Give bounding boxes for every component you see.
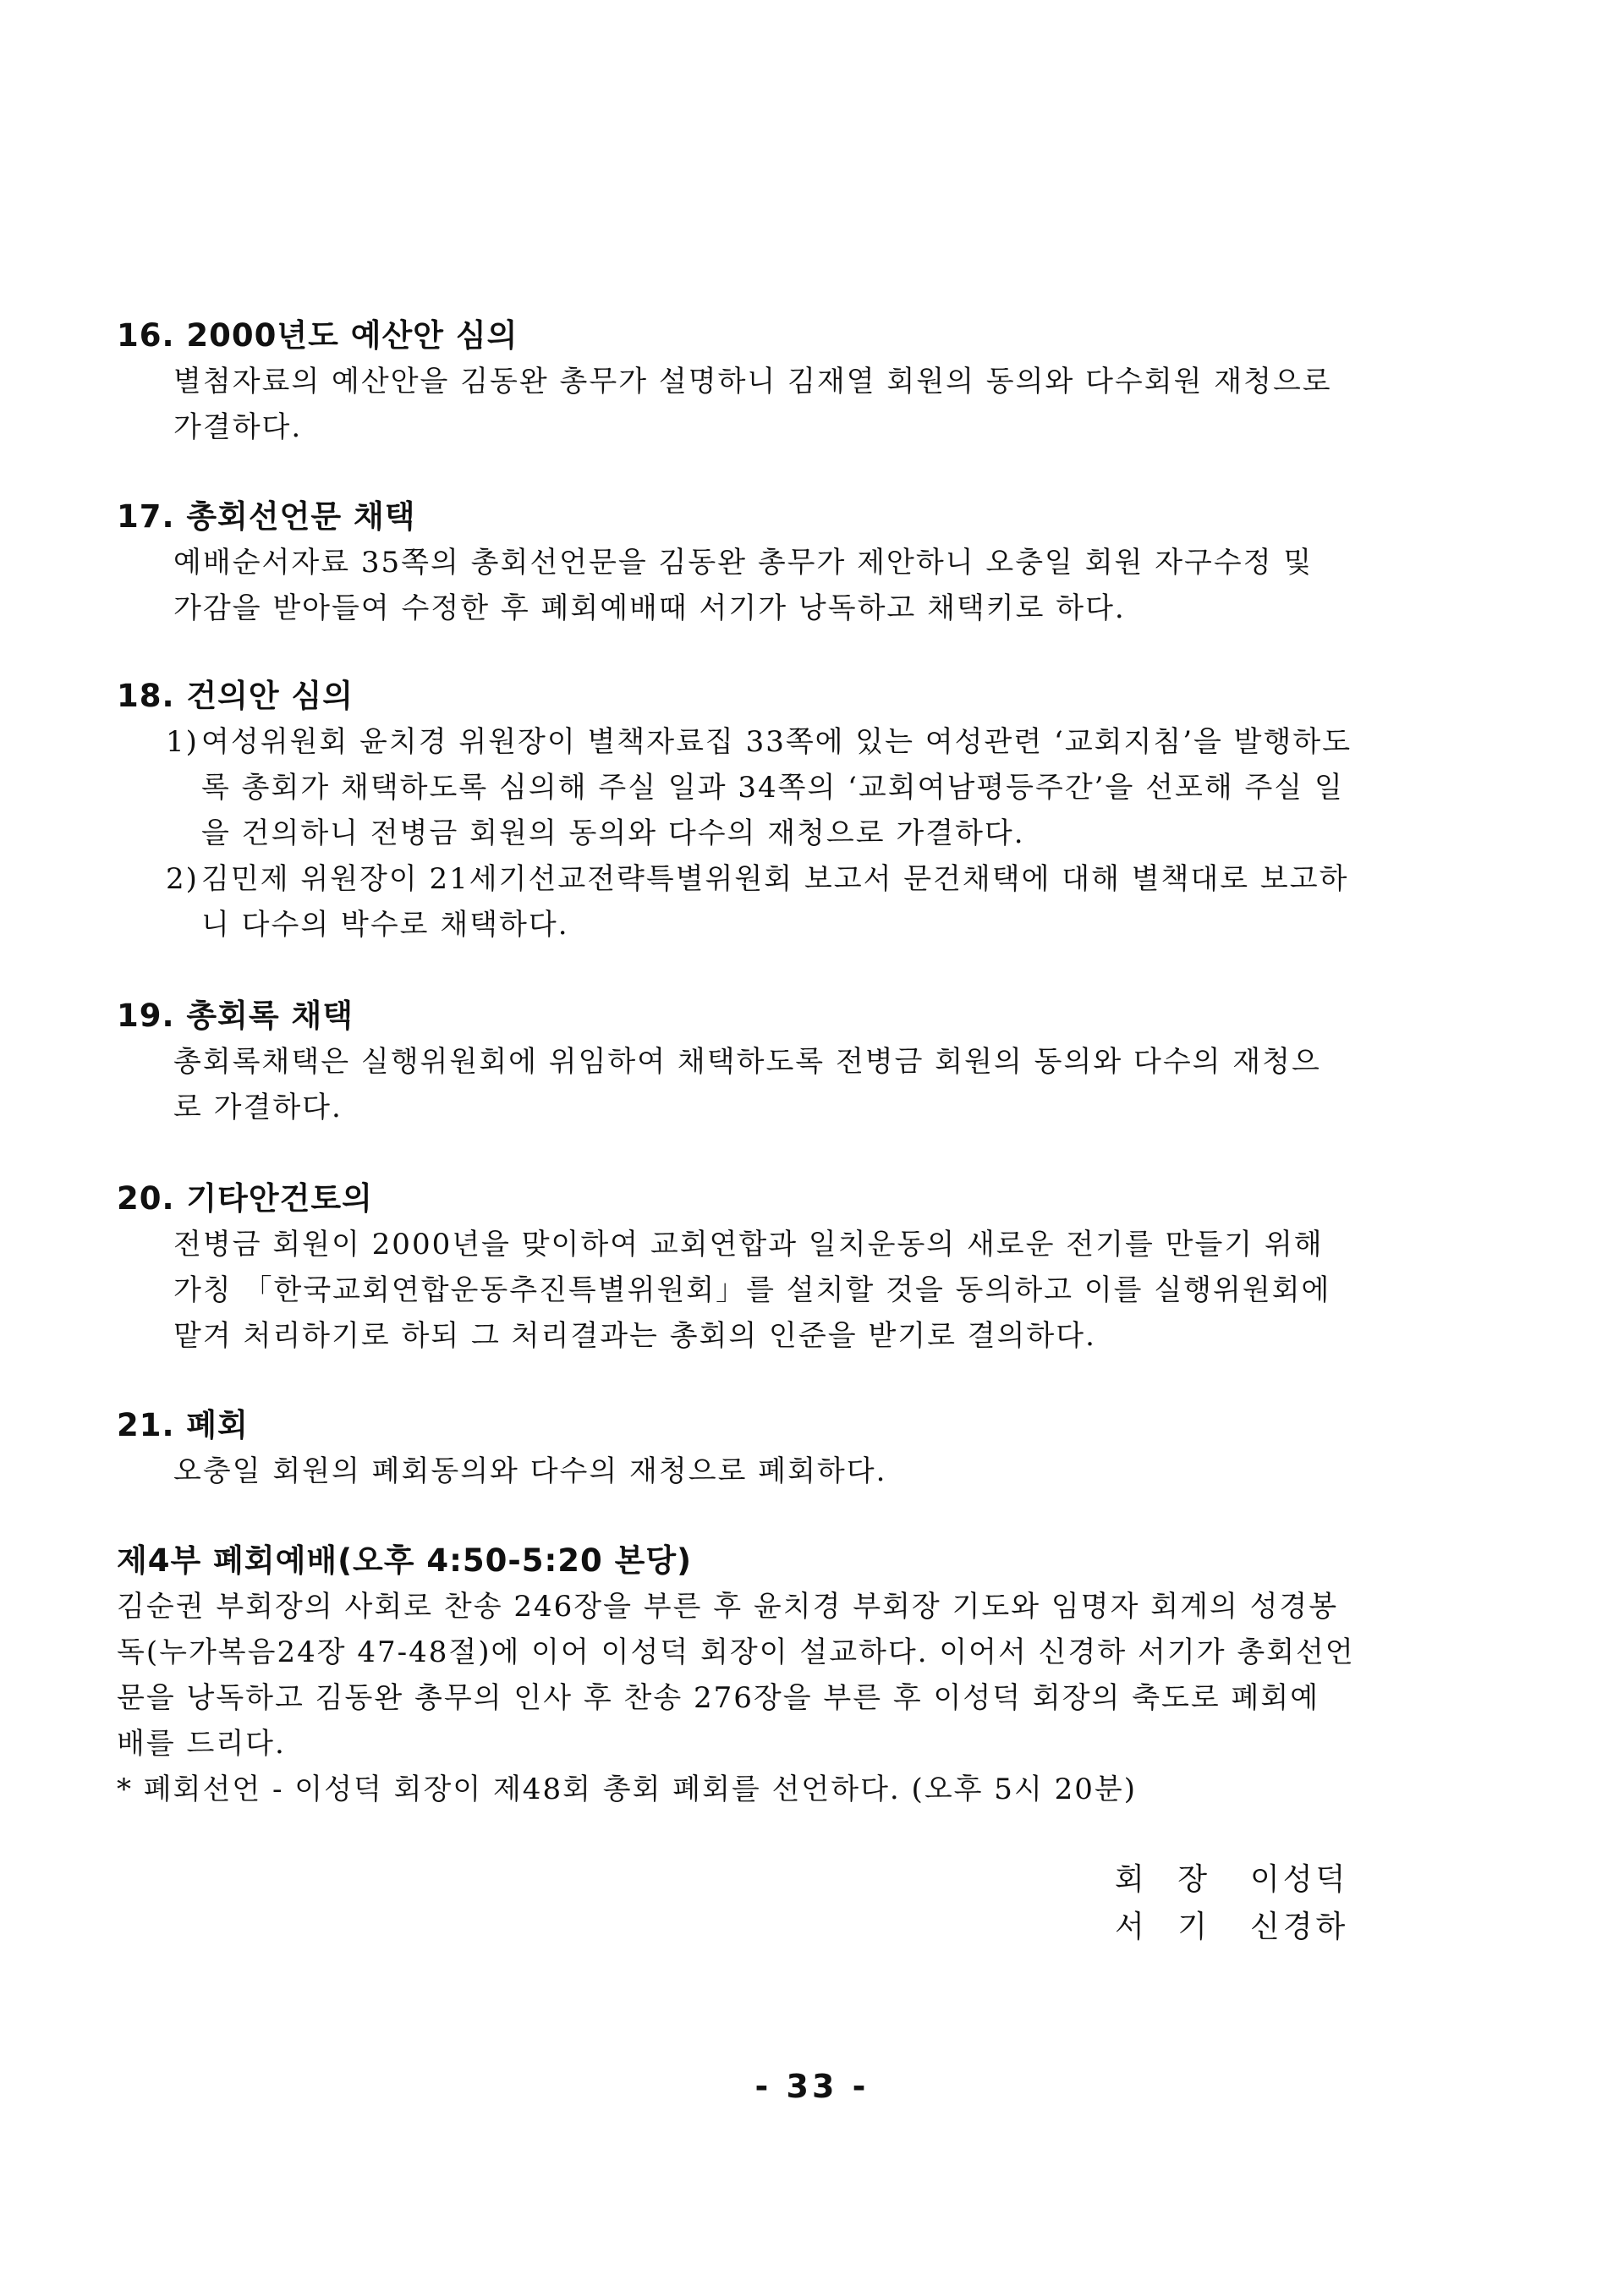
closing-declaration: * 폐회선언 - 이성덕 회장이 제48회 총회 폐회를 선언하다. (오후 5시 20분) <box>117 1773 1137 1806</box>
closing-service <box>117 1538 1470 1812</box>
closing-heading: 제4부 폐회예배(오후 4:50-5:20 본당) <box>117 1542 693 1579</box>
list-item <box>117 856 1470 948</box>
section-16 <box>117 313 1470 450</box>
section-body <box>117 1222 1470 1359</box>
section-21 <box>117 1403 1470 1494</box>
body-line: 김민제 위원장이 21세기선교전략특별위원회 보고서 문건채택에 대해 별책대로 보고하 <box>201 862 1349 896</box>
page-number: - 33 - <box>754 2068 870 2105</box>
body-line: 김순권 부회장의 사회로 찬송 246장을 부른 후 윤치경 부회장 기도와 임명자 회계의 성경봉 <box>117 1590 1339 1624</box>
signature-title: 서 기 <box>1115 1910 1210 1944</box>
item-number: 1) <box>166 725 199 759</box>
section-body <box>117 540 1470 631</box>
section-heading: 17. 총회선언문 채택 <box>117 498 416 535</box>
body-line: 을 건의하니 전병금 회원의 동의와 다수의 재청으로 가결하다. <box>201 816 1025 850</box>
body-line: 총회록채택은 실행위원회에 위임하여 채택하도록 전병금 회원의 동의와 다수의 재청으 <box>173 1045 1321 1079</box>
list-item <box>117 719 1470 856</box>
section-body <box>117 359 1470 450</box>
body-line: 가결하다. <box>173 410 303 444</box>
section-heading: 21. 폐회 <box>117 1407 249 1443</box>
section-heading: 20. 기타안건토의 <box>117 1180 373 1217</box>
body-line: 배를 드리다. <box>117 1727 286 1761</box>
signature-title: 회 장 <box>1115 1862 1210 1897</box>
body-line: 독(누가복음24장 47-48절)에 이어 이성덕 회장이 설교하다. 이어서 신경하 서기가 총회선언 <box>117 1635 1355 1669</box>
signature-block <box>1115 1856 1470 1951</box>
body-line: 가감을 받아들여 수정한 후 폐회예배때 서기가 낭독하고 채택키로 하다. <box>173 591 1126 625</box>
body-line: 예배순서자료 35쪽의 총회선언문을 김동완 총무가 제안하니 오충일 회원 자구수정 및 <box>173 546 1314 580</box>
body-line: 별첨자료의 예산안을 김동완 총무가 설명하니 김재열 회원의 동의와 다수회원 재청으로 <box>173 365 1332 398</box>
section-body <box>117 1448 1470 1494</box>
closing-body <box>117 1584 1470 1812</box>
body-line: 가칭 「한국교회연합운동추진특별위원회」를 설치할 것을 동의하고 이를 실행위원회에 <box>173 1273 1331 1307</box>
body-line: 니 다수의 박수로 채택하다. <box>201 908 569 942</box>
signature-name: 신경하 <box>1250 1910 1349 1944</box>
section-heading: 19. 총회록 채택 <box>117 998 354 1034</box>
body-line: 오충일 회원의 폐회동의와 다수의 재청으로 폐회하다. <box>173 1454 887 1488</box>
section-heading: 16. 2000년도 예산안 심의 <box>117 317 518 354</box>
body-line: 맡겨 처리하기로 하되 그 처리결과는 총회의 인준을 받기로 결의하다. <box>173 1319 1096 1353</box>
section-18 <box>117 673 1470 948</box>
section-body <box>117 1039 1470 1130</box>
signature-row <box>1115 1904 1470 1951</box>
section-19 <box>117 993 1470 1130</box>
section-heading: 18. 건의안 심의 <box>117 678 354 714</box>
section-17 <box>117 494 1470 631</box>
body-line: 로 가결하다. <box>173 1091 343 1124</box>
body-line: 여성위원회 윤치경 위원장이 별책자료집 33쪽에 있는 여성관련 ‘교회지침’을 발행하도 <box>201 725 1352 759</box>
body-line: 록 총회가 채택하도록 심의해 주실 일과 34쪽의 ‘교회여남평등주간’을 선포해 주실 일 <box>201 771 1344 805</box>
body-line: 전병금 회원이 2000년을 맞이하여 교회연합과 일치운동의 새로운 전기를 만들기 위해 <box>173 1228 1324 1261</box>
section-20 <box>117 1176 1470 1359</box>
item-number: 2) <box>166 862 199 896</box>
body-line: 문을 낭독하고 김동완 총무의 인사 후 찬송 276장을 부른 후 이성덕 회장의 축도로 폐회예 <box>117 1681 1320 1715</box>
signature-name: 이성덕 <box>1250 1862 1349 1897</box>
signature-row <box>1115 1856 1470 1904</box>
